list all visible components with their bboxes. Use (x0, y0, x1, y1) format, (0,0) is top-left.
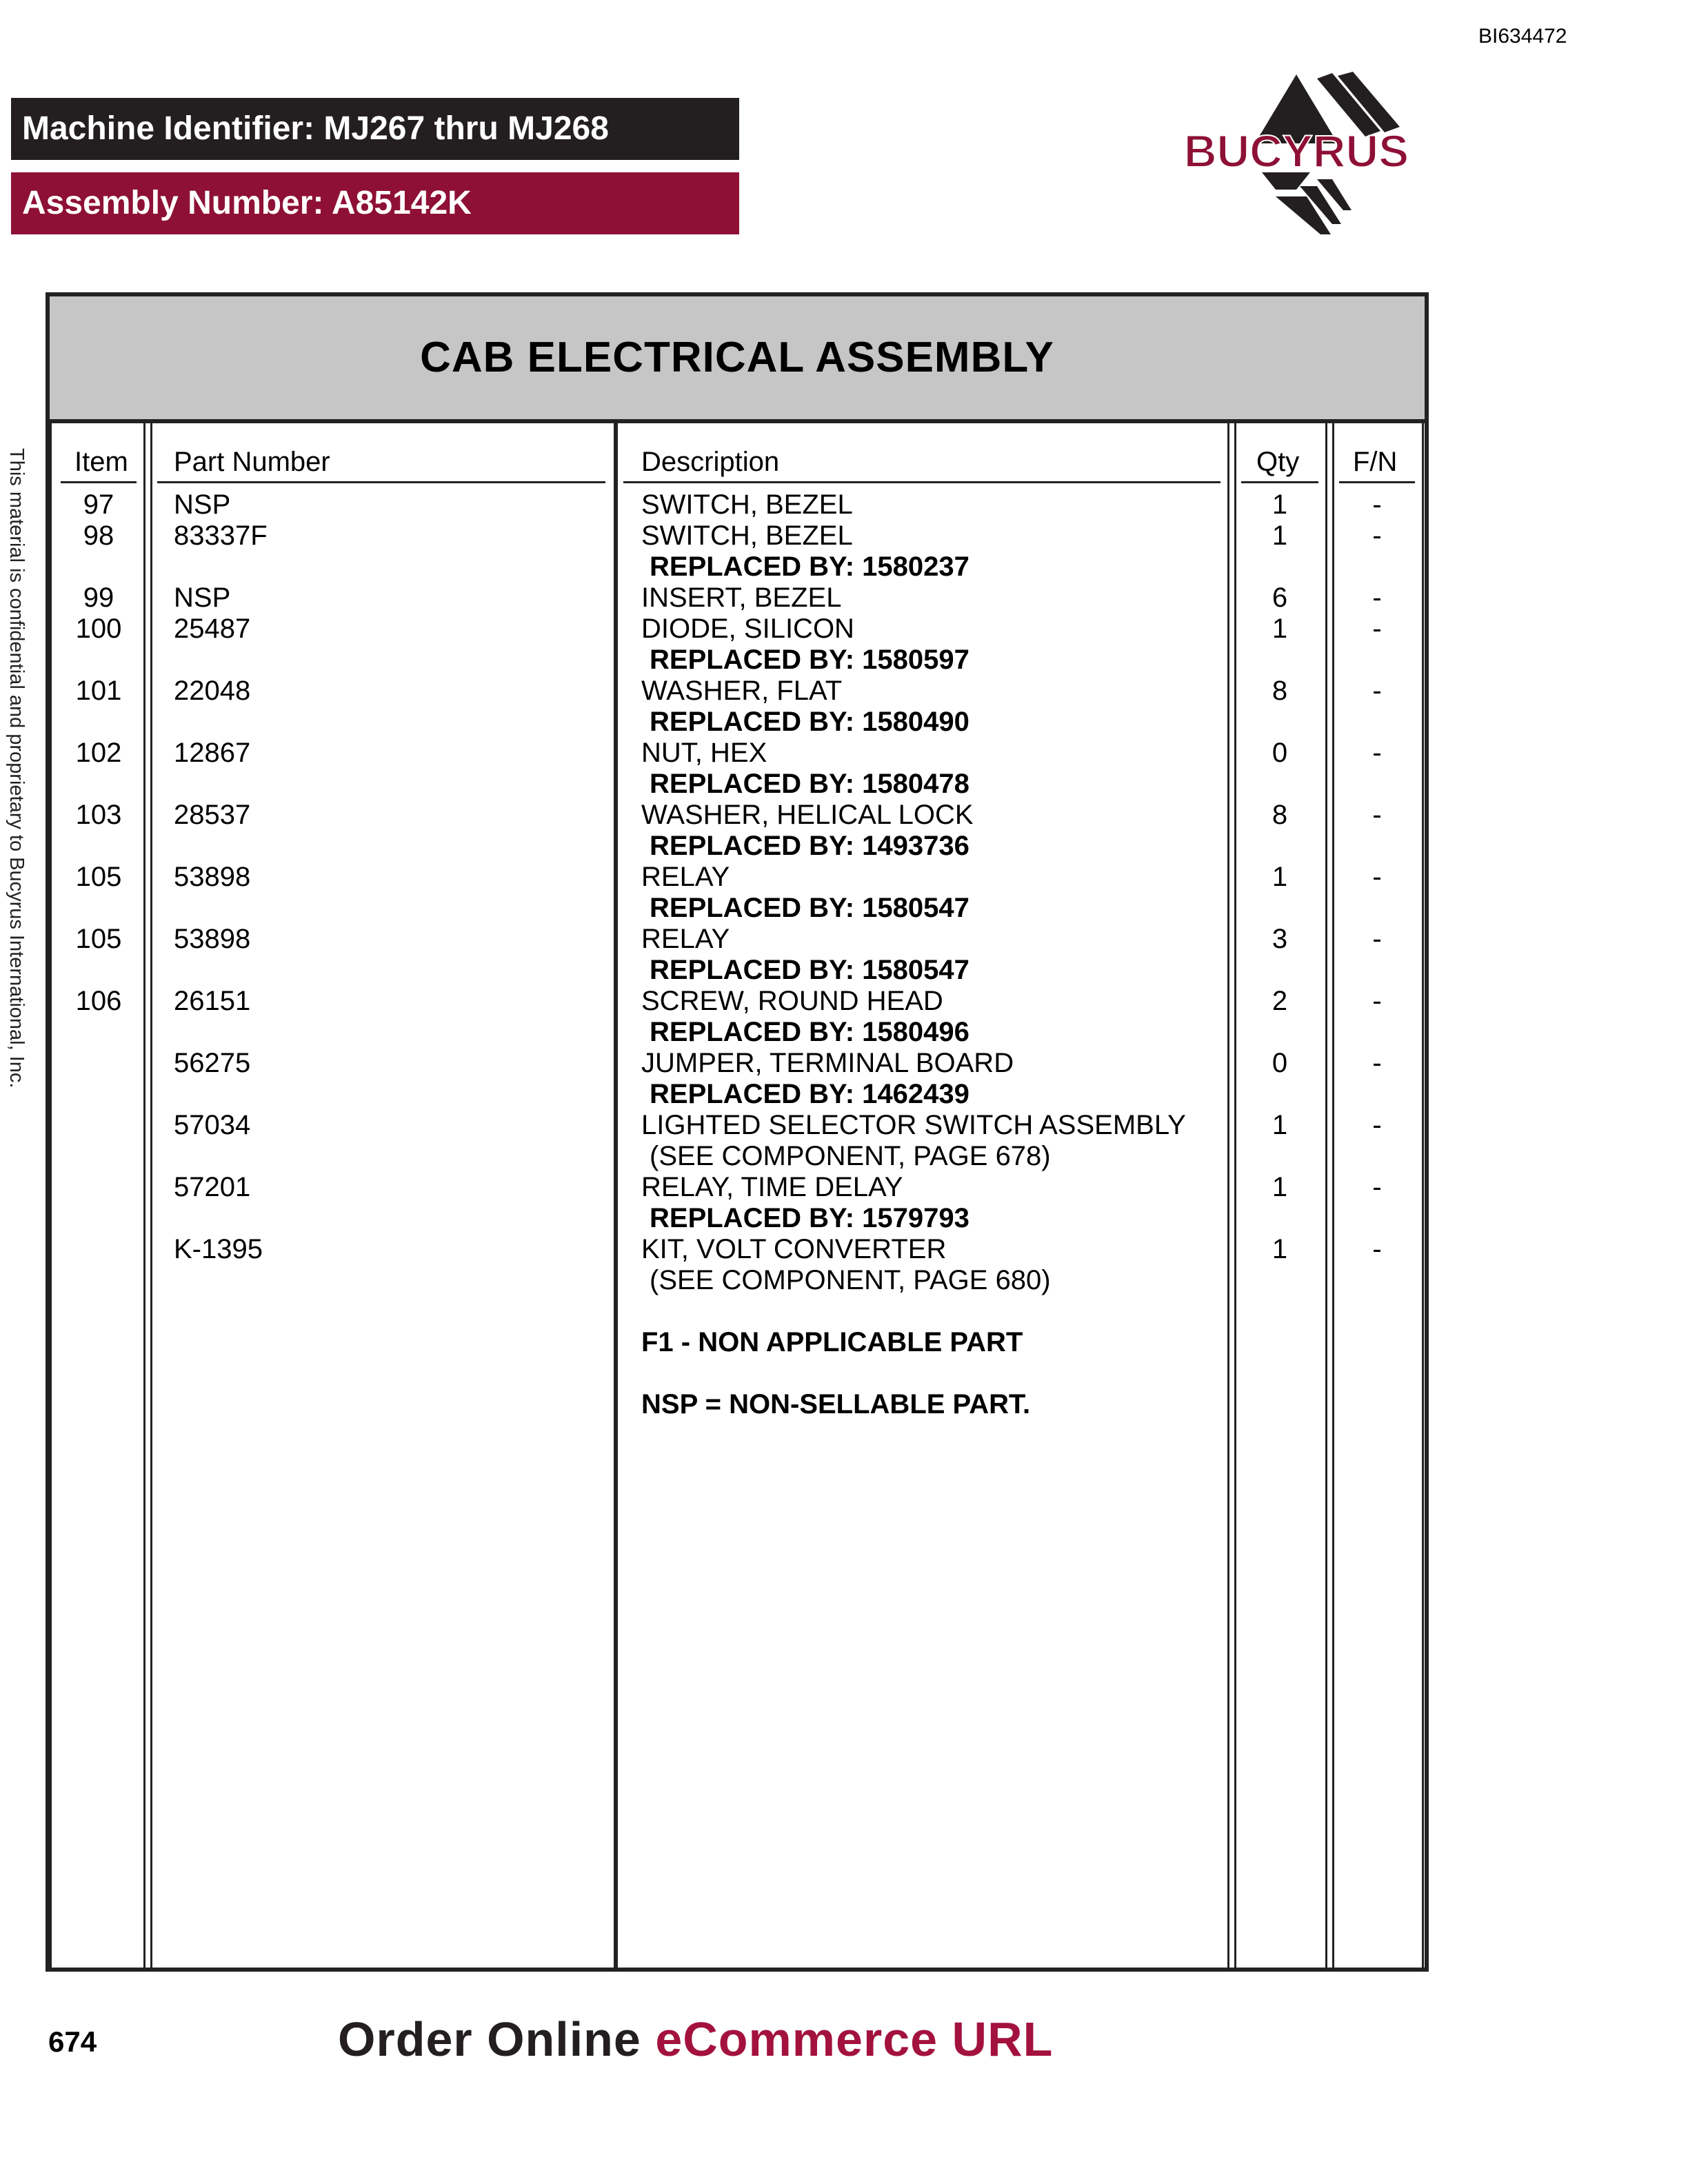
column-divider (1332, 423, 1334, 1968)
table-note: NSP = NON-SELLABLE PART. (641, 1389, 1031, 1419)
cell-desc: KIT, VOLT CONVERTER (641, 1234, 947, 1264)
cell-desc: WASHER, FLAT (641, 676, 843, 706)
header-qty: Qty (1256, 447, 1300, 477)
cell-part: 25487 (174, 614, 251, 644)
cell-desc: REPLACED BY: 1462439 (650, 1079, 969, 1109)
cell-desc: REPLACED BY: 1580490 (650, 707, 969, 737)
cell-item: 99 (83, 583, 114, 613)
cell-desc: INSERT, BEZEL (641, 583, 842, 613)
cell-qty: 8 (1272, 800, 1288, 830)
table-title-band (50, 296, 1425, 423)
header-item: Item (74, 447, 128, 477)
header-rule (1339, 481, 1415, 483)
cell-desc: NUT, HEX (641, 738, 767, 768)
cell-desc: SWITCH, BEZEL (641, 520, 853, 551)
cell-item: 105 (75, 924, 122, 954)
cell-fn: - (1372, 676, 1382, 706)
column-divider (614, 423, 618, 1968)
header-description: Description (641, 447, 780, 477)
cell-fn: - (1372, 614, 1382, 644)
cell-part: 26151 (174, 986, 251, 1016)
cell-item: 101 (75, 676, 122, 706)
assembly-number-bar: Assembly Number: A85142K (11, 172, 739, 234)
header-fn: F/N (1353, 447, 1398, 477)
cell-desc: LIGHTED SELECTOR SWITCH ASSEMBLY (641, 1110, 1186, 1140)
cell-fn: - (1372, 583, 1382, 613)
cell-part: NSP (174, 489, 231, 520)
cell-desc: REPLACED BY: 1579793 (650, 1203, 969, 1233)
cell-desc: JUMPER, TERMINAL BOARD (641, 1048, 1014, 1078)
cell-part: 83337F (174, 520, 268, 551)
cell-item: 100 (75, 614, 122, 644)
cell-desc: REPLACED BY: 1580597 (650, 645, 969, 675)
header-rule (157, 481, 605, 483)
header-rule (1241, 481, 1318, 483)
cell-item: 97 (83, 489, 114, 520)
cell-desc: REPLACED BY: 1580547 (650, 893, 969, 923)
cell-part: 53898 (174, 924, 251, 954)
cell-desc: DIODE, SILICON (641, 614, 854, 644)
logo-text: BUCYRUS (1183, 125, 1409, 176)
cell-desc: RELAY (641, 862, 730, 892)
cell-fn: - (1372, 1172, 1382, 1202)
cell-fn: - (1372, 862, 1382, 892)
column-divider (1325, 423, 1327, 1968)
cell-desc: (SEE COMPONENT, PAGE 678) (650, 1141, 1051, 1171)
cell-desc: REPLACED BY: 1580237 (650, 552, 969, 582)
cell-fn: - (1372, 986, 1382, 1016)
cell-desc: (SEE COMPONENT, PAGE 680) (650, 1265, 1051, 1295)
cell-item: 105 (75, 862, 122, 892)
cell-fn: - (1372, 520, 1382, 551)
cell-qty: 8 (1272, 676, 1288, 706)
cell-qty: 1 (1272, 862, 1288, 892)
cell-fn: - (1372, 1048, 1382, 1078)
cell-item: 102 (75, 738, 122, 768)
cell-part: 22048 (174, 676, 251, 706)
order-online-link[interactable]: Order Online eCommerce URL (338, 2012, 1054, 2066)
cell-desc: REPLACED BY: 1580478 (650, 769, 969, 799)
cell-part: 57201 (174, 1172, 251, 1202)
table-note: F1 - NON APPLICABLE PART (641, 1327, 1023, 1357)
cell-qty: 1 (1272, 489, 1288, 520)
confidential-notice: This material is confidential and proprietary to Bucyrus International, Inc. (6, 448, 28, 1089)
cell-fn: - (1372, 924, 1382, 954)
cell-qty: 0 (1272, 1048, 1288, 1078)
cell-desc: RELAY, TIME DELAY (641, 1172, 903, 1202)
cell-item: 106 (75, 986, 122, 1016)
header-rule (623, 481, 1220, 483)
column-divider (1422, 423, 1424, 1968)
cell-part: K-1395 (174, 1234, 263, 1264)
cell-fn: - (1372, 1234, 1382, 1264)
table-title: CAB ELECTRICAL ASSEMBLY (420, 334, 1054, 381)
cell-part: 12867 (174, 738, 251, 768)
machine-identifier-bar: Machine Identifier: MJ267 thru MJ268 (11, 98, 739, 160)
cell-desc: SWITCH, BEZEL (641, 489, 853, 520)
cell-part: 57034 (174, 1110, 251, 1140)
cell-part: 53898 (174, 862, 251, 892)
cell-fn: - (1372, 800, 1382, 830)
cell-part: 56275 (174, 1048, 251, 1078)
cell-qty: 1 (1272, 1110, 1288, 1140)
cell-part: 28537 (174, 800, 251, 830)
column-divider (150, 423, 152, 1968)
cell-desc: WASHER, HELICAL LOCK (641, 800, 974, 830)
cell-qty: 1 (1272, 1172, 1288, 1202)
cell-item: 103 (75, 800, 122, 830)
cell-desc: SCREW, ROUND HEAD (641, 986, 943, 1016)
header-rule (61, 481, 137, 483)
bucyrus-logo (1152, 69, 1441, 241)
column-divider (50, 423, 52, 1968)
parts-table (46, 292, 1429, 1972)
cell-qty: 2 (1272, 986, 1288, 1016)
cell-qty: 6 (1272, 583, 1288, 613)
header-part-number: Part Number (174, 447, 330, 477)
cell-qty: 1 (1272, 614, 1288, 644)
cell-qty: 1 (1272, 520, 1288, 551)
cell-qty: 3 (1272, 924, 1288, 954)
cell-desc: RELAY (641, 924, 730, 954)
cell-fn: - (1372, 489, 1382, 520)
page-number: 674 (48, 2025, 97, 2058)
cell-part: NSP (174, 583, 231, 613)
cell-fn: - (1372, 738, 1382, 768)
column-divider (143, 423, 145, 1968)
cell-desc: REPLACED BY: 1493736 (650, 831, 969, 861)
cell-qty: 1 (1272, 1234, 1288, 1264)
document-id: BI634472 (1478, 25, 1567, 48)
cell-desc: REPLACED BY: 1580547 (650, 955, 969, 985)
cell-item: 98 (83, 520, 114, 551)
column-divider (1234, 423, 1236, 1968)
cell-qty: 0 (1272, 738, 1288, 768)
cell-fn: - (1372, 1110, 1382, 1140)
cell-desc: REPLACED BY: 1580496 (650, 1017, 969, 1047)
